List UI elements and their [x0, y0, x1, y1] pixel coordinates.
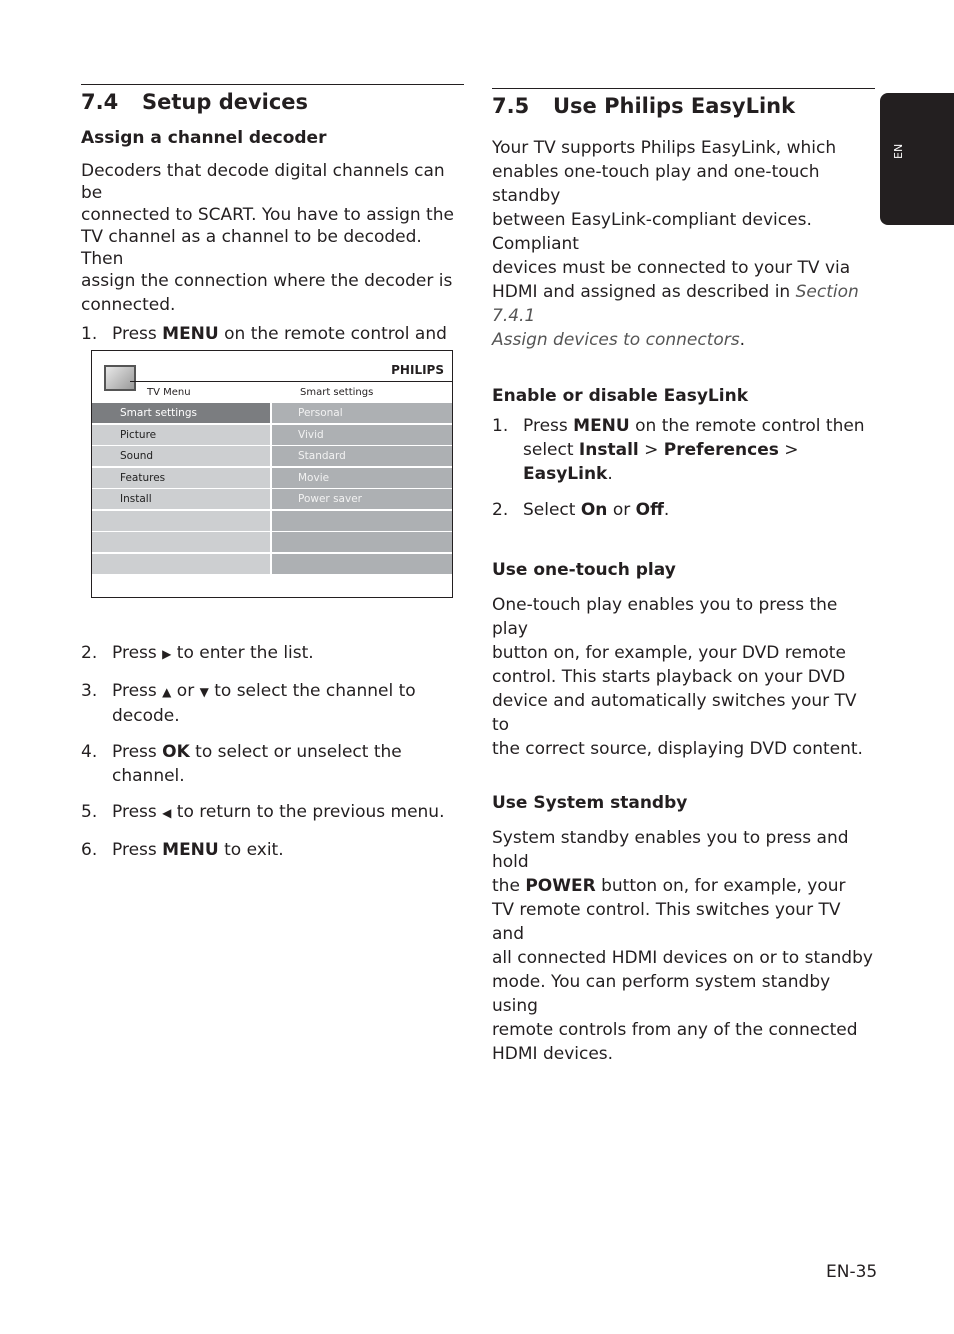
left-arrow-icon: ◀ — [162, 806, 172, 820]
key-label: OK — [162, 742, 190, 762]
step-1 — [492, 414, 875, 486]
text: the — [492, 876, 526, 897]
menu-item: Picture — [92, 425, 270, 445]
text-line: connected to SCART. You have to assign the — [81, 205, 454, 226]
step-2 — [81, 641, 471, 666]
menu-path-item: Install — [578, 440, 639, 461]
submenu-item: Standard — [272, 446, 452, 466]
text: > — [638, 440, 664, 461]
text: Press — [112, 742, 163, 762]
section-7-5 — [492, 88, 875, 1066]
section-heading — [81, 92, 464, 113]
menu-right-list — [272, 403, 452, 575]
tv-icon — [104, 365, 136, 391]
section-rule — [492, 88, 875, 89]
text-line: devices must be connected to your TV via — [492, 258, 851, 278]
text-line: all connected HDMI devices on or to standby — [492, 948, 873, 969]
menu-item-empty — [92, 511, 270, 531]
menu-item-empty — [92, 532, 270, 552]
subheading-decoder: Assign a channel decoder — [81, 128, 327, 148]
text: select — [523, 440, 579, 461]
key-label: POWER — [525, 876, 596, 897]
subheading-enable: Enable or disable EasyLink — [492, 386, 748, 406]
submenu-item: Power saver — [272, 489, 452, 509]
text-line: One-touch play enables you to press the play — [492, 594, 838, 639]
submenu-item-empty — [272, 554, 452, 574]
submenu-item: Movie — [272, 468, 452, 488]
text: on the remote control and — [218, 324, 447, 345]
key-label: MENU — [162, 840, 219, 860]
step-number: 6. — [81, 840, 98, 860]
text: Press — [112, 840, 163, 860]
step-number: 5. — [81, 802, 98, 822]
text: HDMI and assigned as described in — [492, 282, 796, 302]
one-touch-paragraph — [492, 593, 875, 761]
text-line: the correct source, displaying DVD content. — [492, 738, 863, 759]
menu-path-item: Preferences — [663, 440, 779, 461]
text-line: Decoders that decode digital channels can be — [81, 161, 445, 204]
step-number: 1. — [492, 416, 509, 437]
text-line: between EasyLink-compliant devices. Compliant — [492, 210, 812, 254]
menu-left-list — [92, 403, 270, 575]
text-line: TV channel as a channel to be decoded. Then — [81, 227, 422, 270]
option-label: Off — [635, 500, 664, 521]
step-number: 2. — [81, 643, 98, 663]
submenu-item: Personal — [272, 403, 452, 423]
standby-paragraph — [492, 826, 875, 1066]
text-line: HDMI devices. — [492, 1044, 614, 1065]
cross-reference: Assign devices to connectors — [492, 330, 740, 350]
text: Press — [112, 681, 163, 701]
text: Press — [523, 416, 574, 437]
text-line: mode. You can perform system standby using — [492, 972, 831, 1017]
menu-header-right: Smart settings — [300, 387, 374, 398]
menu-divider — [130, 381, 452, 382]
text: > — [778, 440, 799, 461]
text-line: remote controls from any of the connected — [492, 1020, 858, 1041]
text: to return to the previous menu. — [171, 802, 445, 822]
text-line: device and automatically switches your TV to — [492, 690, 857, 735]
text-line: enables one-touch play and one-touch standby — [492, 162, 820, 206]
tv-menu-illustration — [91, 350, 453, 598]
text: . — [607, 464, 613, 485]
text-line: button on, for example, your DVD remote — [492, 642, 846, 663]
key-label: MENU — [573, 416, 630, 437]
step-number: 3. — [81, 681, 98, 701]
text-line — [492, 874, 875, 898]
page-number: EN-35 — [826, 1262, 878, 1282]
submenu-item: Vivid — [272, 425, 452, 445]
text: Select — [523, 500, 581, 521]
text-line: control. This starts playback on your DVD — [492, 666, 846, 687]
step-number: 1. — [81, 324, 98, 345]
step-5 — [81, 800, 471, 825]
section-title: Setup devices — [142, 90, 309, 114]
step-2 — [492, 498, 875, 522]
text-line: Your TV supports Philips EasyLink, which — [492, 138, 837, 158]
step-number: 2. — [492, 500, 509, 521]
down-arrow-icon: ▼ — [199, 685, 209, 699]
section-title: Use Philips EasyLink — [553, 94, 796, 118]
text: or — [607, 500, 636, 521]
menu-item-selected: Smart settings — [92, 403, 270, 423]
step-3 — [81, 679, 471, 728]
text: on the remote control then — [629, 416, 865, 437]
text: . — [739, 330, 746, 350]
right-arrow-icon: ▶ — [162, 647, 172, 661]
subheading-one-touch: Use one-touch play — [492, 560, 676, 581]
language-tab-label: EN — [892, 143, 905, 159]
menu-item: Sound — [92, 446, 270, 466]
section-7-4 — [81, 84, 464, 370]
text: to enter the list. — [171, 643, 314, 663]
brand-logo: PHILIPS — [391, 363, 444, 377]
subheading-standby: Use System standby — [492, 792, 688, 813]
text: or — [171, 681, 200, 701]
step-number: 4. — [81, 742, 98, 762]
step-6 — [81, 838, 471, 862]
menu-item: Features — [92, 468, 270, 488]
text: Press — [112, 643, 163, 663]
language-tab — [880, 93, 954, 225]
text-line: connected. — [81, 295, 176, 316]
text-line — [492, 328, 875, 352]
section-heading — [492, 96, 875, 117]
section-rule — [81, 84, 464, 85]
option-label: On — [580, 500, 608, 521]
section-number: 7.5 — [492, 94, 530, 118]
text: to select or unselect the channel. — [112, 742, 402, 786]
text-line — [492, 280, 875, 328]
section-number: 7.4 — [81, 90, 119, 114]
text: . — [663, 500, 670, 521]
text: Press — [112, 802, 163, 822]
text: to select the channel to — [208, 681, 416, 701]
menu-item: Install — [92, 489, 270, 509]
intro-paragraph — [81, 160, 464, 318]
text: Press — [112, 324, 163, 345]
cross-reference: Section 7.4.1 — [492, 282, 859, 326]
up-arrow-icon: ▲ — [162, 685, 172, 699]
submenu-item-empty — [272, 532, 452, 552]
key-label: MENU — [162, 324, 219, 345]
intro-paragraph — [492, 136, 875, 352]
step-4 — [81, 740, 471, 788]
text: decode. — [112, 706, 180, 726]
menu-header-left: TV Menu — [147, 387, 191, 398]
text: to exit. — [218, 840, 284, 860]
text-line: assign the connection where the decoder is — [81, 271, 453, 292]
menu-path-item: EasyLink — [523, 464, 608, 485]
text-line: System standby enables you to press and hold — [492, 828, 849, 873]
text-line: TV remote control. This switches your TV and — [492, 900, 841, 945]
menu-item-empty — [92, 554, 270, 574]
text: button on, for example, your — [595, 876, 846, 897]
steps-list — [81, 641, 471, 862]
submenu-item-empty — [272, 511, 452, 531]
